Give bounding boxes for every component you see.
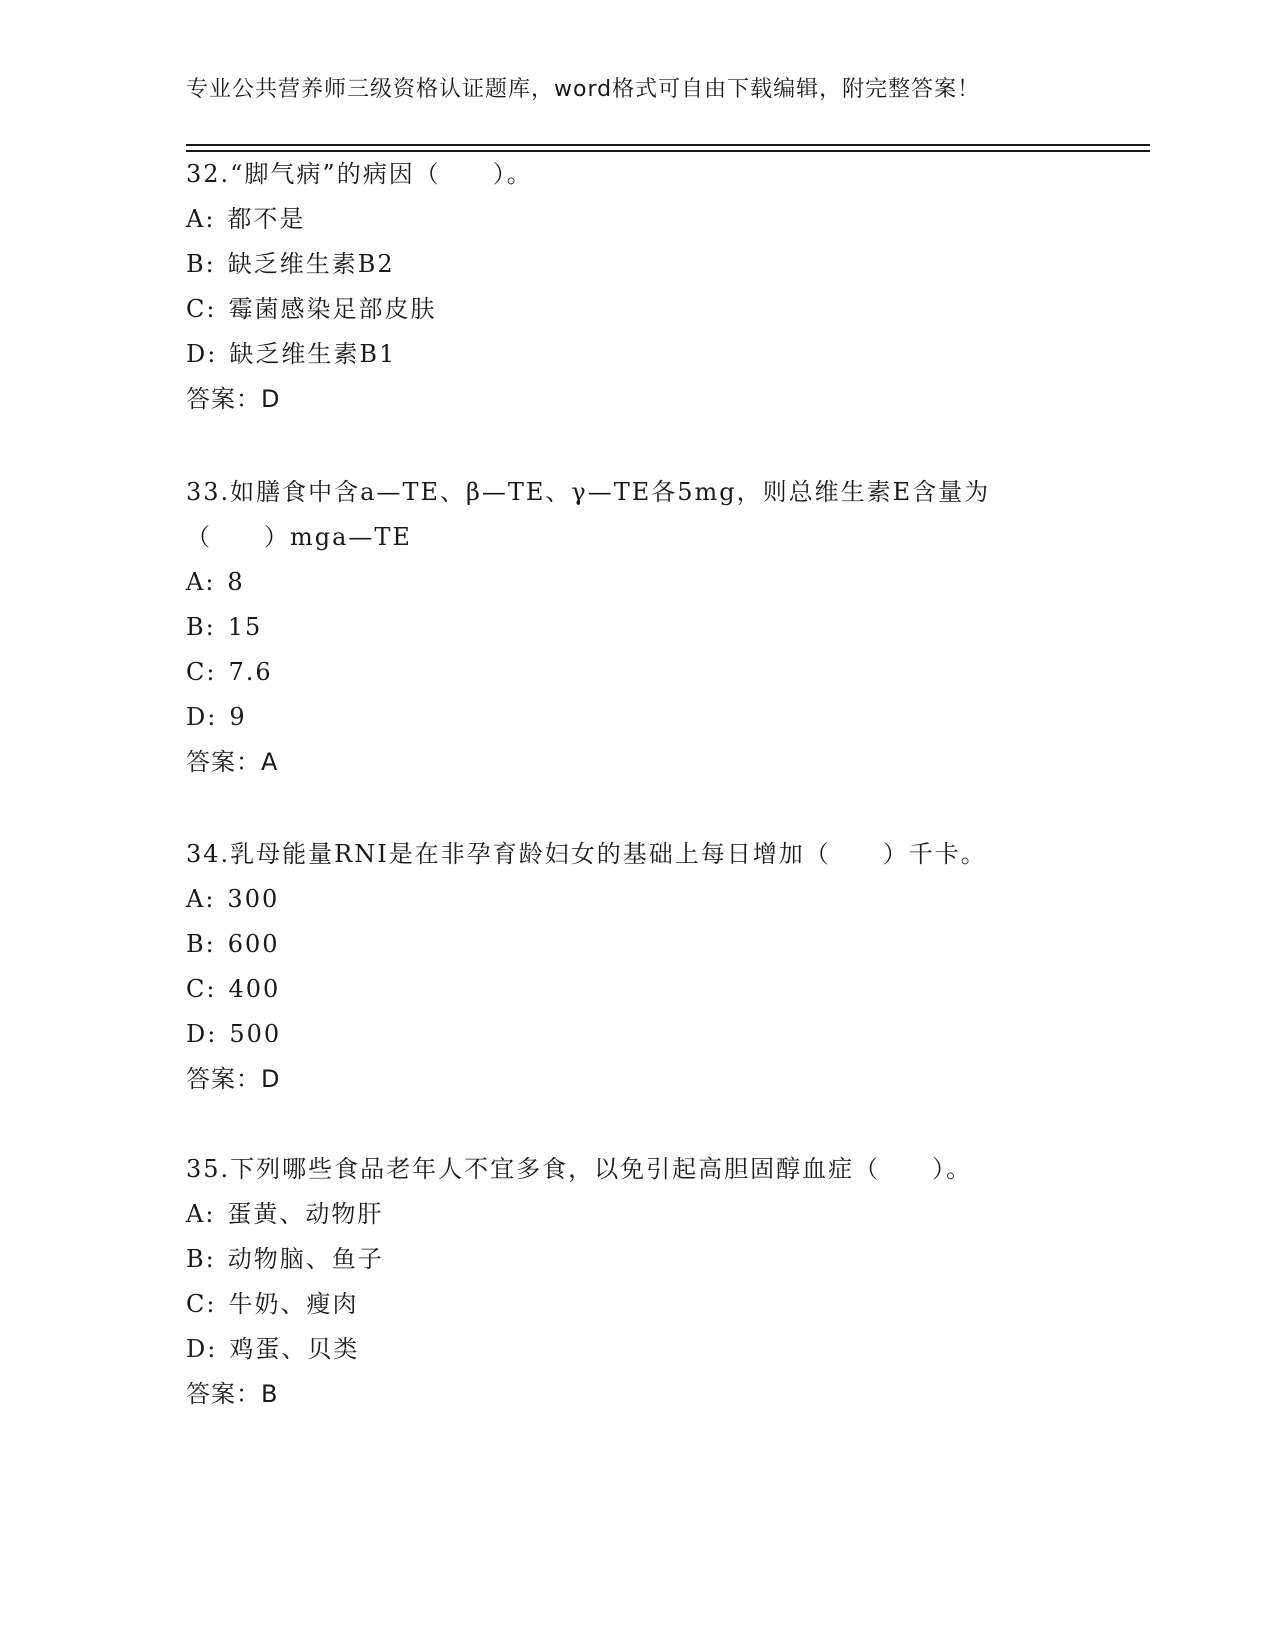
option-text: 霉菌感染足部皮肤 — [228, 295, 437, 323]
option-text: 缺乏维生素B2 — [227, 250, 395, 278]
option-d — [186, 1012, 1086, 1057]
option-letter: C: — [186, 1290, 217, 1318]
option-text: 动物脑、鱼子 — [227, 1245, 384, 1273]
option-b — [186, 242, 1086, 287]
answer-line: 答案：B — [186, 1380, 279, 1408]
option-d — [186, 695, 1086, 740]
option-c — [186, 1282, 1086, 1327]
question-35 — [186, 1147, 1086, 1417]
option-text: 600 — [227, 930, 280, 958]
option-letter: A: — [186, 568, 216, 596]
question-stem: 33.如膳食中含a—TE、β—TE、γ—TE各5mg，则总维生素E含量为（ ）mga—TE — [186, 478, 991, 551]
option-letter: D: — [186, 340, 218, 368]
option-a — [186, 877, 1086, 922]
answer-line: 答案：D — [186, 385, 281, 413]
option-text: 都不是 — [227, 205, 306, 233]
option-letter: C: — [186, 975, 217, 1003]
question-34 — [186, 832, 1086, 1102]
option-a — [186, 197, 1086, 242]
option-text: 15 — [227, 613, 263, 641]
option-letter: B: — [186, 613, 216, 641]
option-b — [186, 1237, 1086, 1282]
header-rule-top — [186, 144, 1150, 146]
option-text: 300 — [227, 885, 280, 913]
option-d — [186, 1327, 1086, 1372]
option-letter: D: — [186, 1335, 218, 1363]
option-letter: D: — [186, 1020, 218, 1048]
option-letter: C: — [186, 658, 217, 686]
option-text: 7.6 — [228, 658, 273, 686]
option-text: 鸡蛋、贝类 — [229, 1335, 360, 1363]
answer-line: 答案：D — [186, 1065, 281, 1093]
option-a — [186, 1192, 1086, 1237]
option-a — [186, 560, 1086, 605]
option-b — [186, 605, 1086, 650]
question-stem: 35.下列哪些食品老年人不宜多食，以免引起高胆固醇血症（ ）。 — [186, 1155, 973, 1183]
option-b — [186, 922, 1086, 967]
option-letter: C: — [186, 295, 217, 323]
answer-line: 答案：A — [186, 748, 279, 776]
option-text: 8 — [227, 568, 245, 596]
option-letter: A: — [186, 885, 216, 913]
question-stem: 32.“脚气病”的病因（ ）。 — [186, 160, 533, 188]
option-text: 缺乏维生素B1 — [229, 340, 397, 368]
option-letter: B: — [186, 1245, 216, 1273]
option-letter: B: — [186, 250, 216, 278]
option-c — [186, 650, 1086, 695]
option-letter: B: — [186, 930, 216, 958]
option-text: 500 — [229, 1020, 282, 1048]
option-d — [186, 332, 1086, 377]
option-c — [186, 967, 1086, 1012]
question-32 — [186, 152, 1086, 422]
option-letter: D: — [186, 703, 218, 731]
option-text: 9 — [229, 703, 247, 731]
option-text: 400 — [228, 975, 281, 1003]
option-text: 蛋黄、动物肝 — [227, 1200, 384, 1228]
question-stem: 34.乳母能量RNI是在非孕育龄妇女的基础上每日增加（ ）千卡。 — [186, 840, 987, 868]
question-33 — [186, 470, 1086, 785]
option-c — [186, 287, 1086, 332]
page-header: 专业公共营养师三级资格认证题库，word格式可自由下载编辑，附完整答案！ — [186, 77, 981, 102]
option-letter: A: — [186, 205, 216, 233]
option-text: 牛奶、瘦肉 — [228, 1290, 359, 1318]
option-letter: A: — [186, 1200, 216, 1228]
